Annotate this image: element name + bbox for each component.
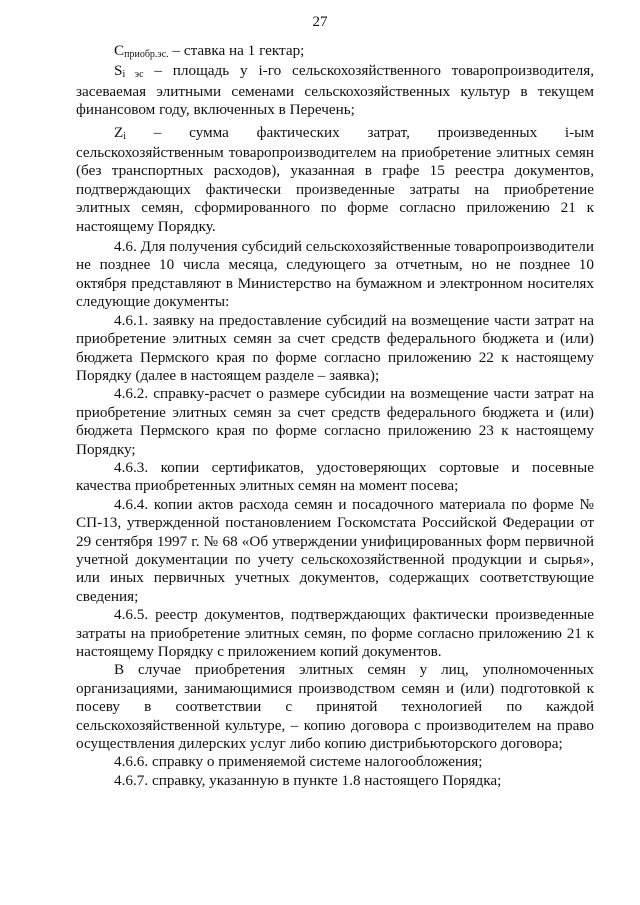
paragraph-dealer-case: В случае приобретения элитных семян у лиц, уполномоченных организациями, занимающимися производством семян и (или) подготовкой к посеву в соответствии с принятой технологией по каждой сельскохозяйственной культуре, – копию договора с производителем на право осуществления дилерских услуг либо копию дистрибьюторского договора; (76, 661, 594, 753)
paragraph-4-6-1: 4.6.1. заявку на предоставление субсидий на возмещение части затрат на приобретение элитных семян за счет средств федерального бюджета и (или) бюджета Пермского края по форме согласно приложению 22 к настоящему Порядку (далее в настоящем разделе – заявка); (76, 311, 594, 384)
document-body (76, 42, 594, 790)
paragraph-cost-definition (76, 124, 594, 236)
page-number: 27 (312, 14, 328, 30)
paragraph-4-6-7: 4.6.7. справку, указанную в пункте 1.8 настоящего Порядка; (114, 771, 502, 789)
rate-definition-text: – ставка на 1 гектар; (168, 42, 305, 59)
symbol-s: S (114, 62, 123, 80)
symbol-c: С (114, 42, 125, 59)
paragraph-4-6-4: 4.6.4. копии актов расхода семян и посадочного материала по форме № СП-13, утвержденной постановлением Госкомстата Российской Федерации от 29 сентября 1997 г. № 68 «Об утверждении унифицированных форм первичной учетной документации по учету сельскохозяйственной продукции и сырья», или иных первичных учетных документов, содержащих соответствующие сведения; (76, 495, 594, 605)
paragraph-area-definition (76, 62, 594, 119)
paragraph-4-6-5: 4.6.5. реестр документов, подтверждающих фактически произведенные затраты на приобретение элитных семян, по форме согласно приложению 21 к настоящему Порядку с приложением копий документов. (76, 606, 594, 660)
cost-definition-text: – сумма фактических затрат, произведенных i-ым сельскохозяйственным товаропроизводителем на приобретение элитных семян (без транспортных расходов), указанная в графе 15 реестра документов, подтверждающих фактически произведенные затраты на приобретение элитных семян, сформированного по форме согласно приложению 21 к настоящему Порядку. (76, 123, 594, 235)
paragraph-4-6: 4.6. Для получения субсидий сельскохозяйственные товаропроизводители не позднее 10 числа месяца, следующего за отчетным, но не позднее 10 октября представляют в Министерство на бумажном и электронном носителях следующие документы: (76, 238, 594, 311)
paragraph-4-6-3: 4.6.3. копии сертификатов, удостоверяющих сортовые и посевные качества приобретенных элитных семян на момент посева; (76, 458, 594, 495)
area-definition-text: – площадь у i-го сельскохозяйственного товаропроизводителя, засеваемая элитными семенами сельскохозяйственных культур в текущем финансовом году, включенных в Перечень; (76, 62, 594, 119)
symbol-c-subscript: приобр.эс. (124, 49, 169, 60)
paragraph-rate-definition (76, 42, 594, 62)
symbol-z: Z (114, 123, 124, 141)
symbol-s-subscript: i эс (122, 69, 144, 81)
paragraph-4-6-2: 4.6.2. справку-расчет о размере субсидии на возмещение части затрат на приобретение элитных семян за счет средств федерального бюджета и (или) бюджета Пермского края по форме согласно приложению 23 к настоящему Порядку; (76, 385, 594, 458)
paragraph-4-6-6: 4.6.6. справку о применяемой системе налогообложения; (114, 753, 483, 771)
symbol-z-subscript: i (123, 130, 127, 142)
